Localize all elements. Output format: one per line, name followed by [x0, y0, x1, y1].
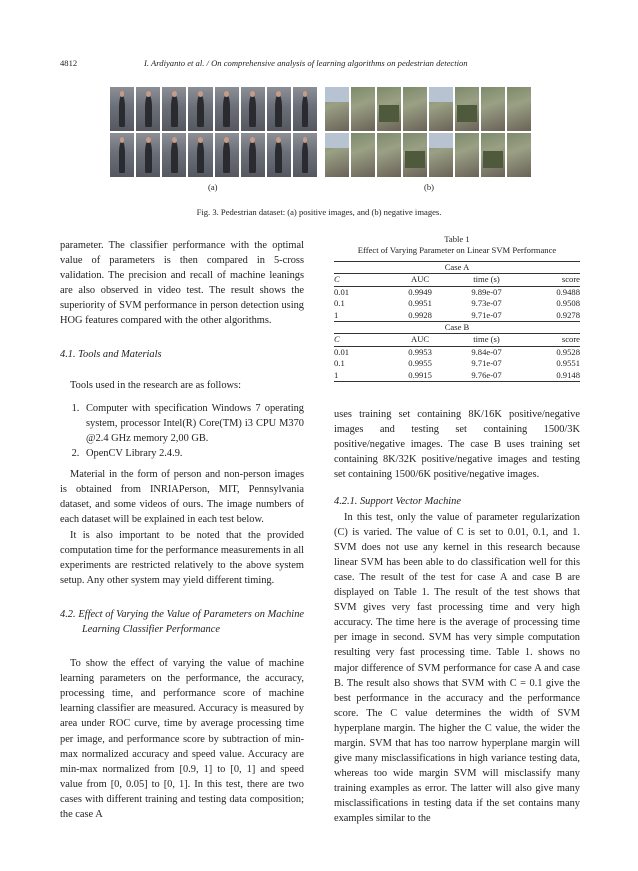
figure-label-b: (b)	[424, 182, 435, 192]
table-row	[334, 310, 580, 322]
table-row	[334, 286, 580, 298]
running-title: I. Ardiyanto et al. / On comprehensive analysis of learning algorithms on pedestrian detection	[144, 58, 468, 68]
pedestrian-thumbnail	[110, 87, 134, 131]
table-cell: 0.9148	[521, 370, 580, 382]
table-cell: 0.9915	[388, 370, 452, 382]
pedestrian-thumbnail	[188, 87, 212, 131]
table-cell: 9.76e-07	[452, 370, 521, 382]
table-cell: 1	[334, 370, 388, 382]
table-cell: 0.9278	[556, 309, 580, 320]
table-cell: 0.01	[334, 286, 350, 297]
paragraph: parameter. The classifier performance with the optimal value of parameters is then compared in 5-cross validation. The precision and recall of machine leanings are also observed in video test. The result shows the superiority of SVM performance in person detection using HOG features compared with the other algorithms.	[60, 240, 304, 327]
pedestrian-thumbnail	[215, 133, 239, 177]
pedestrian-thumbnail	[136, 133, 160, 177]
pedestrian-thumbnail	[267, 133, 291, 177]
list-item: 1. Computer with specification Windows 7 operating system, processor Intel(R) Core(TM) i3 CPU M370 @2.4 GHz memory 2,00 GB.	[82, 401, 304, 446]
pedestrian-thumbnail	[241, 133, 265, 177]
column-header: C	[334, 334, 388, 346]
pedestrian-thumbnail	[267, 87, 291, 131]
table-cell: 0.9488	[556, 286, 580, 297]
background-thumbnail	[481, 133, 505, 177]
table-cell: 0.9928	[408, 309, 432, 320]
table-case-row	[334, 322, 580, 334]
left-column	[60, 238, 304, 822]
case-label: Case A	[334, 262, 580, 274]
paragraph: Material in the form of person and non-person images is obtained from INRIAPerson, MIT, Pennsylvania dataset, and some videos of ours. The image numbers of each dataset will be explained in each test below.	[60, 469, 304, 526]
table-cell: 0.9508	[556, 298, 580, 309]
background-thumbnail	[403, 87, 427, 131]
section-heading: 4.2. Effect of Varying the Value of Parameters on Machine Learning Classifier Performance	[60, 608, 304, 635]
table-case-row	[334, 262, 580, 274]
background-thumbnail	[455, 133, 479, 177]
paragraph: It is also important to be noted that the provided computation time for the performance measurements in all experiments are restricted relatively to the above system setup. Any other system may yield different timing.	[60, 529, 304, 586]
background-thumbnail	[377, 87, 401, 131]
table-1	[334, 234, 580, 382]
table-row	[334, 346, 580, 358]
table-row	[334, 298, 580, 309]
column-header: time (s)	[452, 334, 521, 346]
background-thumbnail	[351, 87, 375, 131]
background-thumbnail	[481, 87, 505, 131]
tools-list	[60, 401, 304, 461]
column-header: time (s)	[452, 274, 521, 286]
background-thumbnail	[351, 133, 375, 177]
table-cell: 9.84e-07	[471, 346, 502, 357]
column-header: score	[521, 274, 580, 286]
background-thumbnail	[455, 87, 479, 131]
table-cell: 9.71e-07	[471, 358, 502, 369]
table-cell: 0.9955	[408, 358, 432, 369]
background-thumbnail	[403, 133, 427, 177]
background-thumbnail	[507, 133, 531, 177]
table-label: Table 1	[444, 234, 470, 244]
table-cell: 0.01	[334, 346, 350, 357]
list-item: 2. OpenCV Library 2.4.9.	[82, 446, 304, 461]
background-thumbnail	[429, 87, 453, 131]
figure-3	[110, 87, 530, 181]
table-row	[334, 358, 580, 369]
background-thumbnail	[429, 133, 453, 177]
right-column	[334, 407, 580, 827]
pedestrian-thumbnail	[188, 133, 212, 177]
table-header-row	[334, 274, 580, 286]
page-number: 4812	[60, 58, 78, 68]
background-thumbnail	[325, 87, 349, 131]
pedestrian-thumbnail	[110, 133, 134, 177]
table-cell: 0.1	[334, 298, 345, 309]
section-heading: 4.1. Tools and Materials	[60, 348, 162, 360]
pedestrian-thumbnail	[162, 133, 186, 177]
negative-images-panel	[325, 87, 531, 177]
table-row	[334, 370, 580, 382]
paragraph: In this test, only the value of parameter regularization (C) is varied. The value of C is set to 0.01, 0.1, and 1. SVM does not use any kernel in this research because linear SVM has been able to do classification well for this case. The result of the test for case A and case B are displayed on Table 1. The result of the test shows that SVM gives very fast processing time and very high accuracy. The time here is the average of processing time per image in second. SVM has very simple computation resulting very fast processing time. Table 1. shows no major difference of SVM performance for case A and case B. The result also shows that SVM with C = 0.1 give the best performance in the accuracy and the performance score. The C value determines the width of SVM hyperplane margin. The higher the C value, the wider the margin. SVM that has too narrow hyperplane margin will give many misclassifications in high variance testing data, whereas too wide margin SVM will misclassify many training examples as error. The latter will also give many misclassifications in testing data if the set contains many examples similar to the	[334, 511, 580, 825]
table-cell: 0.1	[334, 358, 345, 369]
pedestrian-thumbnail	[215, 87, 239, 131]
paragraph: uses training set containing 8K/16K positive/negative images and testing set containing 1500/3K positive/negative images. The case B uses training set containing 8K/32K positive/negative images and testing set containing 1500/6K positive/negative images.	[334, 409, 580, 481]
background-thumbnail	[377, 133, 401, 177]
paragraph: To show the effect of varying the value of machine learning parameters on the performance, the accuracy, processing time, and performance score of machine learning classifier are measured. Accuracy is measured by area under ROC curve, time by average processing time per image, and performance score by subtraction of min-max normalized accuracy and speed value. Accuracy are min-max normalized from [0.9, 1] to [0, 1] and speed value from [0, 0.05] to [0, 1]. In this test, there are two cases with different training and testing data composition; the case A	[60, 658, 304, 820]
pedestrian-thumbnail	[293, 133, 317, 177]
table-title: Effect of Varying Parameter on Linear SVM Performance	[357, 245, 557, 255]
background-thumbnail	[325, 133, 349, 177]
table-cell: 9.89e-07	[471, 286, 502, 297]
table-cell: 1	[334, 309, 339, 320]
pedestrian-thumbnail	[293, 87, 317, 131]
column-header: score	[521, 334, 580, 346]
column-header: C	[334, 274, 388, 286]
table-cell: 0.9949	[408, 286, 432, 297]
background-thumbnail	[507, 87, 531, 131]
pedestrian-thumbnail	[162, 87, 186, 131]
paragraph: Tools used in the research are as follows:	[70, 379, 241, 391]
table-cell: 0.9528	[556, 346, 580, 357]
figure-caption: Fig. 3. Pedestrian dataset: (a) positive images, and (b) negative images.	[196, 207, 442, 217]
table-cell: 0.9551	[556, 358, 580, 369]
table-cell: 0.9951	[408, 298, 432, 309]
pedestrian-thumbnail	[136, 87, 160, 131]
table-cell: 9.73e-07	[471, 298, 502, 309]
column-header: AUC	[388, 274, 452, 286]
figure-label-a: (a)	[208, 182, 218, 192]
results-table	[334, 261, 580, 382]
table-cell: 0.9953	[408, 346, 432, 357]
subsection-heading: 4.2.1. Support Vector Machine	[334, 496, 461, 508]
table-cell: 9.71e-07	[471, 309, 502, 320]
positive-images-panel	[110, 87, 317, 177]
case-label: Case B	[334, 322, 580, 334]
column-header: AUC	[388, 334, 452, 346]
pedestrian-thumbnail	[241, 87, 265, 131]
table-header-row	[334, 334, 580, 346]
